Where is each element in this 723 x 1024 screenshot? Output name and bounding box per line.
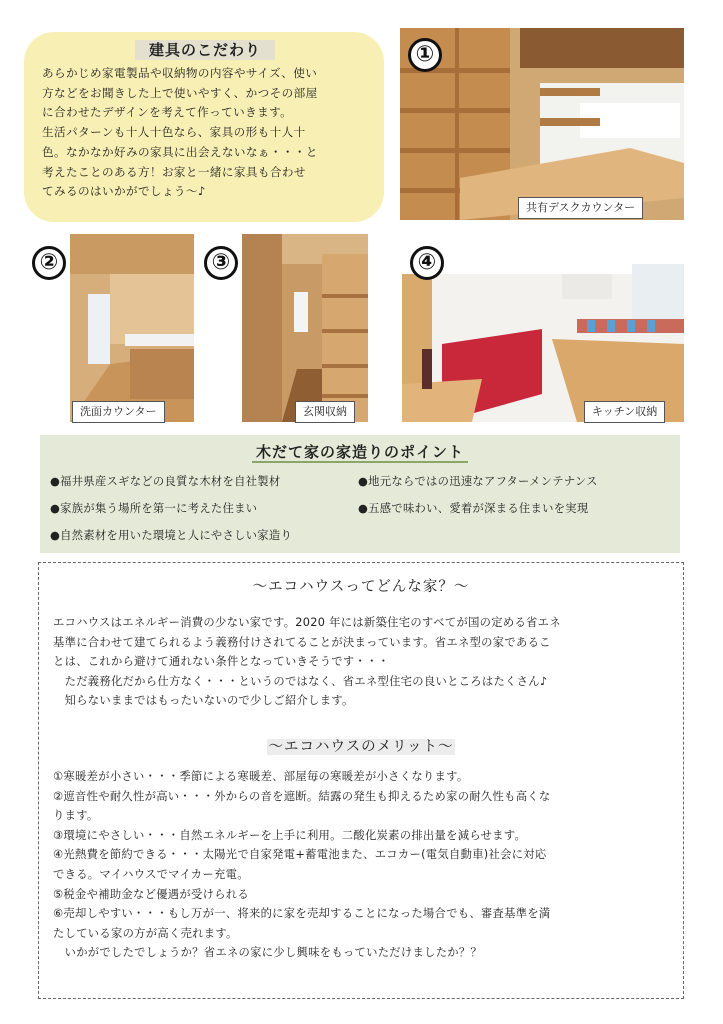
intro-box [24, 32, 384, 222]
points-title: 木だて家の家造りのポイント [40, 441, 680, 462]
photo-wash-counter [70, 234, 194, 422]
photo-caption-2: 洗面カウンター [72, 401, 165, 423]
photo-number-2: ② [32, 246, 66, 280]
point-item: ●地元ならではの迅速なアフターメンテナンス [358, 475, 598, 488]
photo-kitchen-storage [402, 234, 684, 422]
photo-caption-4: キッチン収納 [584, 401, 665, 423]
eco-paragraph-1: エコハウスはエネルギー消費の少ない家です。2020 年には新築住宅のすべてが国の定める省エネ 基準に合わせて建てられるよう義務付けされてることが決まっています。省エネ型の家であるこ とは、これから避けて通れない条件となっていきそうです・・・ ただ義務化だから仕方なく・・・というのではなく、省エネ型住宅の良いところはたくさん♪ 知らないままではもったいないので少しご紹介します。 [53, 616, 561, 708]
eco-heading-2: ～エコハウスのメリット～ [268, 739, 454, 755]
photo-caption-3: 玄関収納 [295, 401, 355, 423]
eco-heading-1: ～エコハウスってどんな家？～ [252, 579, 470, 595]
photo-number-3: ③ [204, 246, 238, 280]
point-item: ●福井県産スギなどの良質な木材を自社製材 [50, 475, 281, 488]
photo-number-1: ① [408, 38, 442, 72]
eco-box [38, 562, 684, 999]
photo-desk-counter [400, 28, 684, 220]
points-box [40, 435, 680, 553]
photo-caption-1: 共有デスクカウンター [518, 197, 643, 219]
intro-body: あらかじめ家電製品や収納物の内容やサイズ、使い 方などをお聞きした上で使いやすく、かつその部屋 に合わせたデザインを考えて作っていきます。 生活パターンも十人十色なら、家具の形も十人十 色。なかなか好みの家具に出会えないなぁ・・・と 考えたことのある方！お家と一緒に家具も合わせ てみるのはいかがでしょう～♪ [42, 66, 318, 199]
eco-paragraph-2: ①寒暖差が小さい・・・季節による寒暖差、部屋毎の寒暖差が小さくなります。 ②遮音性や耐久性が高い・・・外からの音を遮断。結露の発生も抑えるため家の耐久性も高くな ります。 ③環境にやさしい・・・自然エネルギーを上手に利用。二酸化炭素の排出量を減らせます。 ④光熱費を節約できる・・・太陽光で自家発電+蓄電池また、エコカー(電気自動車)社会に対応 できる。マイハウスでマイカー充電。 ⑤税金や補助金など優遇が受けられる ⑥売却しやすい・・・もし万が一、将来的に家を売却することになった場合でも、審査基準を満 たしている家の方が高く売れます。 いかがでしたでしょうか？省エネの家に少し興味をもっていただけましたか？？ [53, 770, 551, 960]
point-item: ●家族が集う場所を第一に考えた住まい [50, 502, 258, 515]
intro-title: 建具のこだわり [135, 40, 275, 60]
point-item: ●五感で味わい、愛着が深まる住まいを実現 [358, 502, 589, 515]
photo-entrance-storage [242, 234, 368, 422]
point-item: ●自然素材を用いた環境と人にやさしい家造り [50, 529, 293, 542]
photo-number-4: ④ [410, 246, 444, 280]
